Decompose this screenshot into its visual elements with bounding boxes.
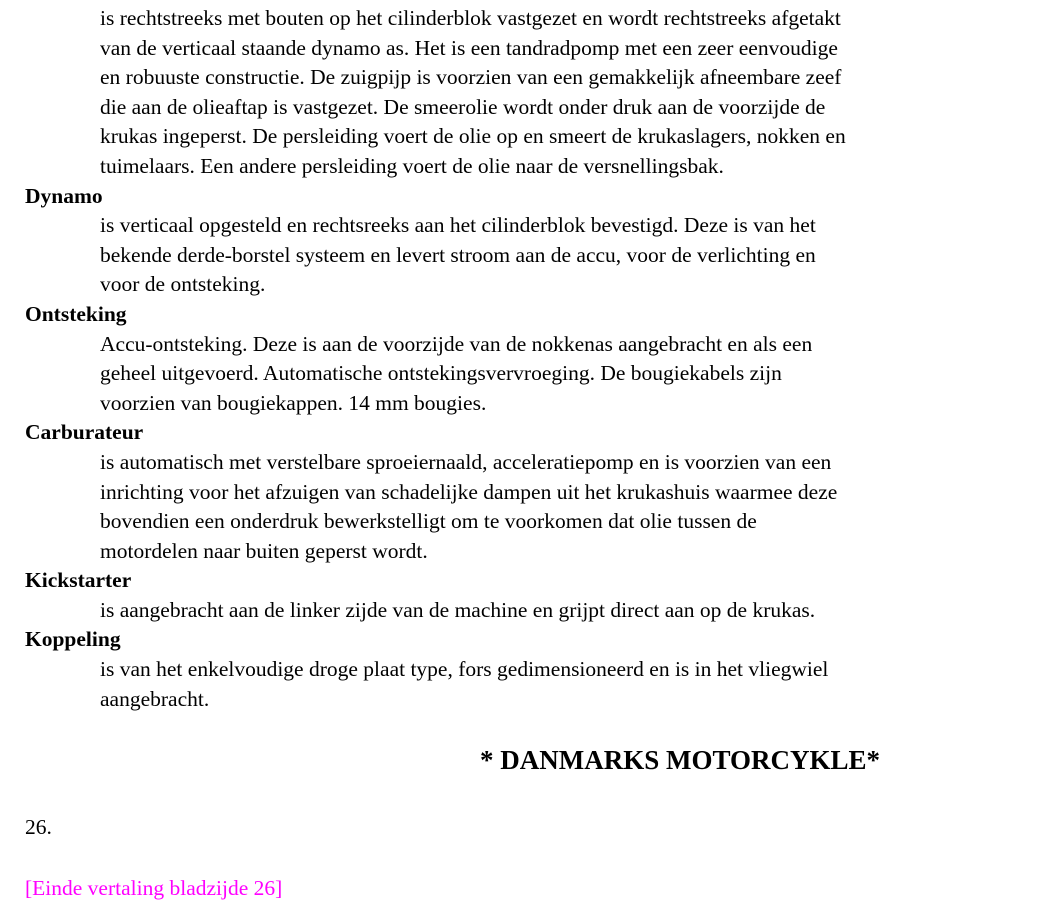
brand-title: * DANMARKS MOTORCYKLE* <box>480 745 881 776</box>
intro-line: en robuuste constructie. De zuigpijp is voorzien van een gemakkelijk afneembare zeef <box>100 65 842 90</box>
intro-line: tuimelaars. Een andere persleiding voert de olie naar de versnellingsbak. <box>100 153 724 178</box>
section-ontsteking-line: Accu-ontsteking. Deze is aan de voorzijde van de nokkenas aangebracht en als een <box>100 331 813 356</box>
section-heading-dynamo: Dynamo <box>25 183 103 208</box>
intro-line: die aan de olieaftap is vastgezet. De smeerolie wordt onder druk aan de voorzijde de <box>100 94 826 119</box>
section-kickstarter-line: is aangebracht aan de linker zijde van de machine en grijpt direct aan op de krukas. <box>100 597 816 622</box>
intro-paragraph <box>25 4 1059 182</box>
section-dynamo <box>25 182 1059 300</box>
page-number: 26. <box>25 815 52 840</box>
section-koppeling-line: aangebracht. <box>100 686 210 711</box>
section-carburateur <box>25 418 1059 566</box>
section-dynamo-line: is verticaal opgesteld en rechtsreeks aan het cilinderblok bevestigd. Deze is van het <box>100 213 816 238</box>
section-carburateur-line: is automatisch met verstelbare sproeiernaald, acceleratiepomp en is voorzien van een <box>100 449 832 474</box>
section-kickstarter <box>25 566 1059 625</box>
section-ontsteking-line: geheel uitgevoerd. Automatische ontstekingsvervroeging. De bougiekabels zijn <box>100 361 782 386</box>
section-dynamo-line: voor de ontsteking. <box>100 272 266 297</box>
section-heading-koppeling: Koppeling <box>25 627 121 652</box>
intro-line: krukas ingeperst. De persleiding voert de olie op en smeert de krukaslagers, nokken en <box>100 124 846 149</box>
section-koppeling <box>25 625 1059 714</box>
section-heading-ontsteking: Ontsteking <box>25 301 127 326</box>
section-carburateur-line: bovendien een onderdruk bewerkstelligt om te voorkomen dat olie tussen de <box>100 509 757 534</box>
section-heading-carburateur: Carburateur <box>25 420 144 445</box>
translation-end-note: [Einde vertaling bladzijde 26] <box>25 875 283 900</box>
section-ontsteking <box>25 300 1059 418</box>
section-heading-kickstarter: Kickstarter <box>25 568 132 593</box>
section-dynamo-line: bekende derde-borstel systeem en levert stroom aan de accu, voor de verlichting en <box>100 242 816 267</box>
intro-line: van de verticaal staande dynamo as. Het is een tandradpomp met een zeer eenvoudige <box>100 35 838 60</box>
section-carburateur-line: inrichting voor het afzuigen van schadelijke dampen uit het krukashuis waarmee deze <box>100 479 838 504</box>
section-ontsteking-line: voorzien van bougiekappen. 14 mm bougies. <box>100 390 487 415</box>
section-koppeling-line: is van het enkelvoudige droge plaat type, fors gedimensioneerd en is in het vliegwiel <box>100 657 829 682</box>
section-carburateur-line: motordelen naar buiten geperst wordt. <box>100 538 428 563</box>
intro-line: is rechtstreeks met bouten op het cilinderblok vastgezet en wordt rechtstreeks afgetakt <box>100 6 841 30</box>
